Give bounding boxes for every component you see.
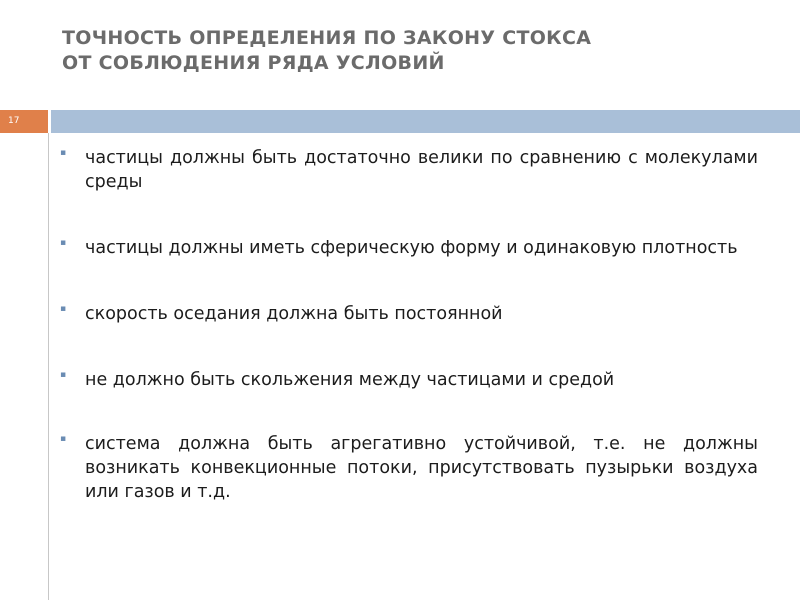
- slide-title-line-2: ОТ СОБЛЮДЕНИЯ РЯДА УСЛОВИЙ: [62, 52, 445, 74]
- bullet-text: скорость оседания должна быть постоянной: [85, 304, 503, 324]
- bullet-item: [60, 302, 758, 326]
- slide-title: [62, 26, 762, 76]
- bullet-text: не должно быть скольжения между частицами и средой: [85, 370, 615, 390]
- bullet-square-icon: ▪: [60, 434, 67, 444]
- bullet-item: [60, 368, 758, 392]
- slide-title-line-1: ТОЧНОСТЬ ОПРЕДЕЛЕНИЯ ПО ЗАКОНУ СТОКСА: [62, 27, 592, 49]
- bullet-text: частицы должны быть достаточно велики по сравнению с молекулами среды: [85, 148, 758, 192]
- bullet-square-icon: ▪: [60, 370, 67, 380]
- header-band: [0, 110, 800, 136]
- slide-number: 17: [8, 116, 20, 126]
- slide-number-box: [0, 110, 48, 133]
- bullet-text: система должна быть агрегативно устойчивой, т.е. не должны возникать конвекционные потоки, присутствовать пузырьки воздуха или газов и т.д.: [85, 434, 758, 502]
- bullet-square-icon: ▪: [60, 238, 67, 248]
- bullet-item: [60, 432, 758, 504]
- blue-accent-band: [51, 110, 800, 133]
- bullet-text: частицы должны иметь сферическую форму и одинаковую плотность: [85, 238, 738, 258]
- bullet-square-icon: ▪: [60, 148, 67, 158]
- bullet-list: [60, 146, 758, 504]
- bullet-item: [60, 146, 758, 194]
- bullet-item: [60, 236, 758, 260]
- bullet-square-icon: ▪: [60, 304, 67, 314]
- vertical-divider: [48, 133, 49, 600]
